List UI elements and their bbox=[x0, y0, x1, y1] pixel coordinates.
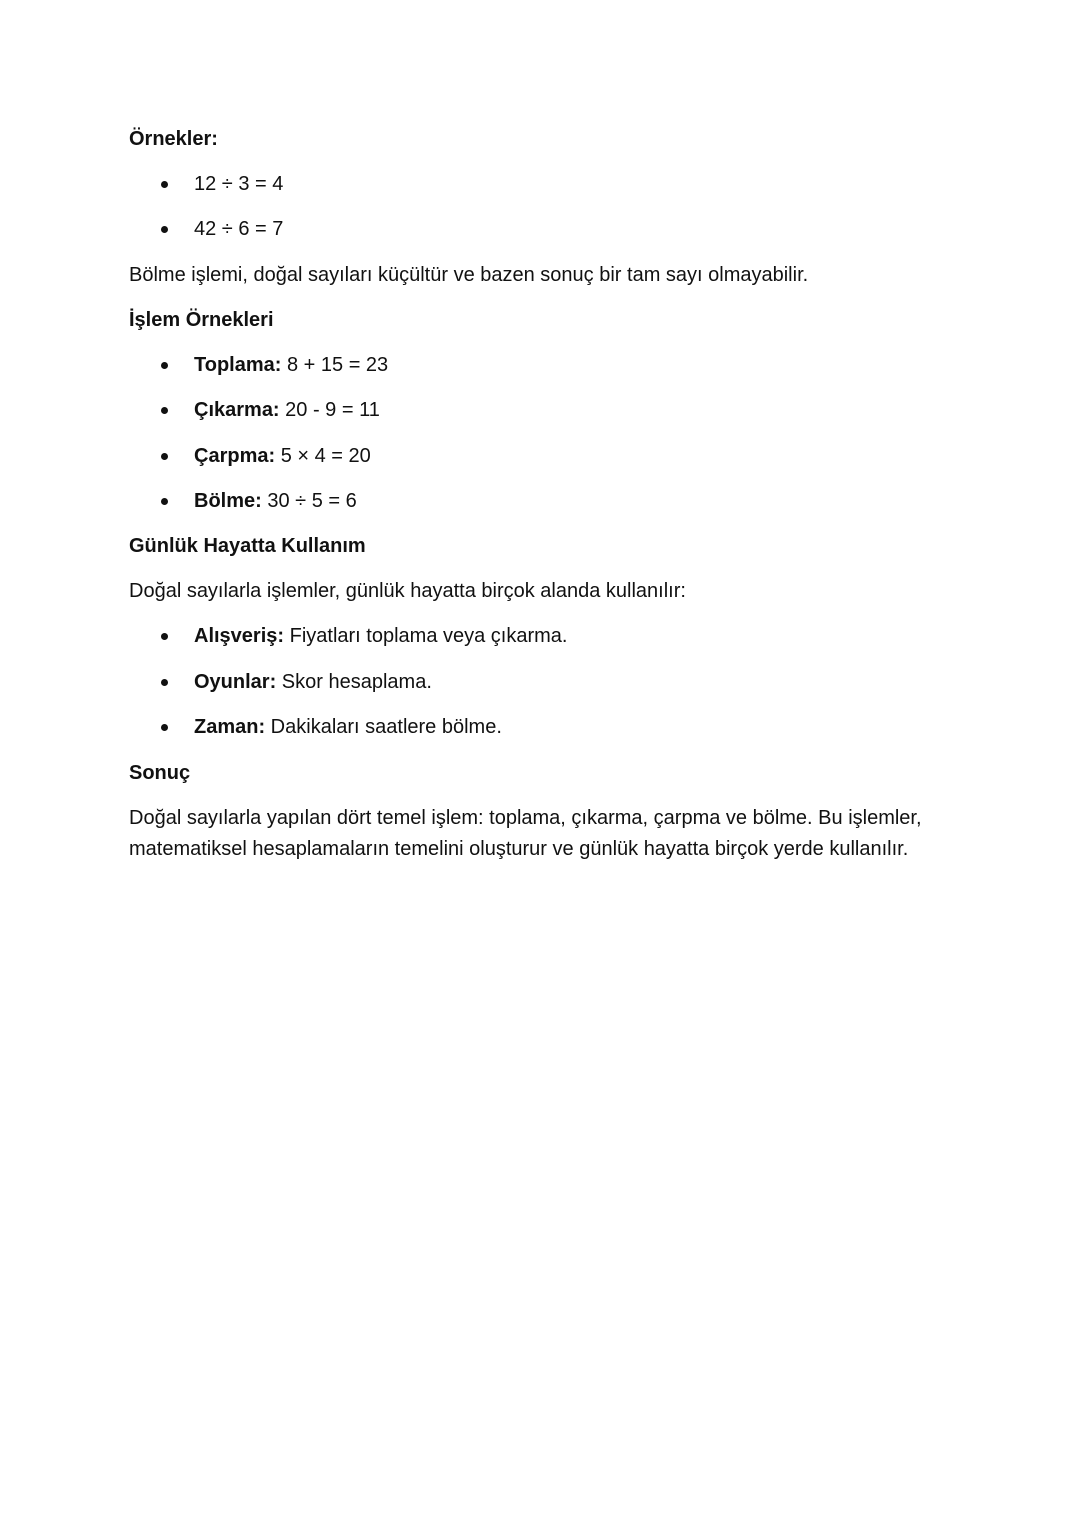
bullet-icon bbox=[161, 633, 168, 640]
item-label: Zaman: bbox=[194, 716, 266, 739]
list-item bbox=[129, 712, 959, 742]
examples-heading: Örnekler: bbox=[129, 128, 218, 150]
bullet-icon bbox=[161, 724, 168, 731]
item-label: Çarpma: bbox=[194, 444, 276, 467]
conclusion-text: Doğal sayılarla yapılan dört temel işlem: toplama, çıkarma, çarpma ve bölme. Bu işlemler, matematiksel hesaplamaların temelini oluşturur ve günlük hayatta birçok yerde kullanılır. bbox=[129, 806, 922, 860]
list-item bbox=[129, 667, 959, 697]
item-text: Skor hesaplama. bbox=[276, 670, 432, 693]
bullet-icon bbox=[161, 498, 168, 505]
operations-list bbox=[129, 350, 959, 516]
bullet-icon bbox=[161, 181, 168, 188]
bullet-icon bbox=[161, 226, 168, 233]
list-item bbox=[129, 169, 959, 199]
item-label: Bölme: bbox=[194, 489, 262, 512]
list-item bbox=[129, 350, 959, 380]
list-item bbox=[129, 214, 959, 244]
daily-list bbox=[129, 621, 959, 742]
bullet-icon bbox=[161, 407, 168, 414]
list-item bbox=[129, 486, 959, 516]
example-text: 12 ÷ 3 = 4 bbox=[194, 173, 284, 195]
item-label: Toplama: bbox=[194, 353, 282, 376]
item-text: 5 × 4 = 20 bbox=[275, 444, 371, 467]
item-text: Dakikaları saatlere bölme. bbox=[265, 716, 502, 739]
examples-list bbox=[129, 169, 959, 244]
item-text: 30 ÷ 5 = 6 bbox=[261, 489, 357, 512]
item-text: Fiyatları toplama veya çıkarma. bbox=[284, 625, 568, 648]
bullet-icon bbox=[161, 679, 168, 686]
list-item bbox=[129, 621, 959, 651]
list-item bbox=[129, 395, 959, 425]
operations-heading: İşlem Örnekleri bbox=[129, 308, 274, 331]
division-note: Bölme işlemi, doğal sayıları küçültür ve bazen sonuç bir tam sayı olmayabilir. bbox=[129, 263, 809, 286]
document-content bbox=[129, 124, 959, 865]
conclusion-heading: Sonuç bbox=[129, 761, 191, 784]
daily-intro: Doğal sayılarla işlemler, günlük hayatta birçok alanda kullanılır: bbox=[129, 580, 686, 603]
bullet-icon bbox=[161, 362, 168, 369]
item-label: Oyunlar: bbox=[194, 670, 277, 693]
example-text: 42 ÷ 6 = 7 bbox=[194, 218, 284, 241]
list-item bbox=[129, 441, 959, 471]
daily-heading: Günlük Hayatta Kullanım bbox=[129, 535, 366, 558]
item-text: 20 - 9 = 11 bbox=[279, 399, 380, 422]
item-label: Çıkarma: bbox=[194, 399, 280, 422]
bullet-icon bbox=[161, 453, 168, 460]
item-text: 8 + 15 = 23 bbox=[281, 353, 389, 376]
item-label: Alışveriş: bbox=[194, 625, 285, 648]
